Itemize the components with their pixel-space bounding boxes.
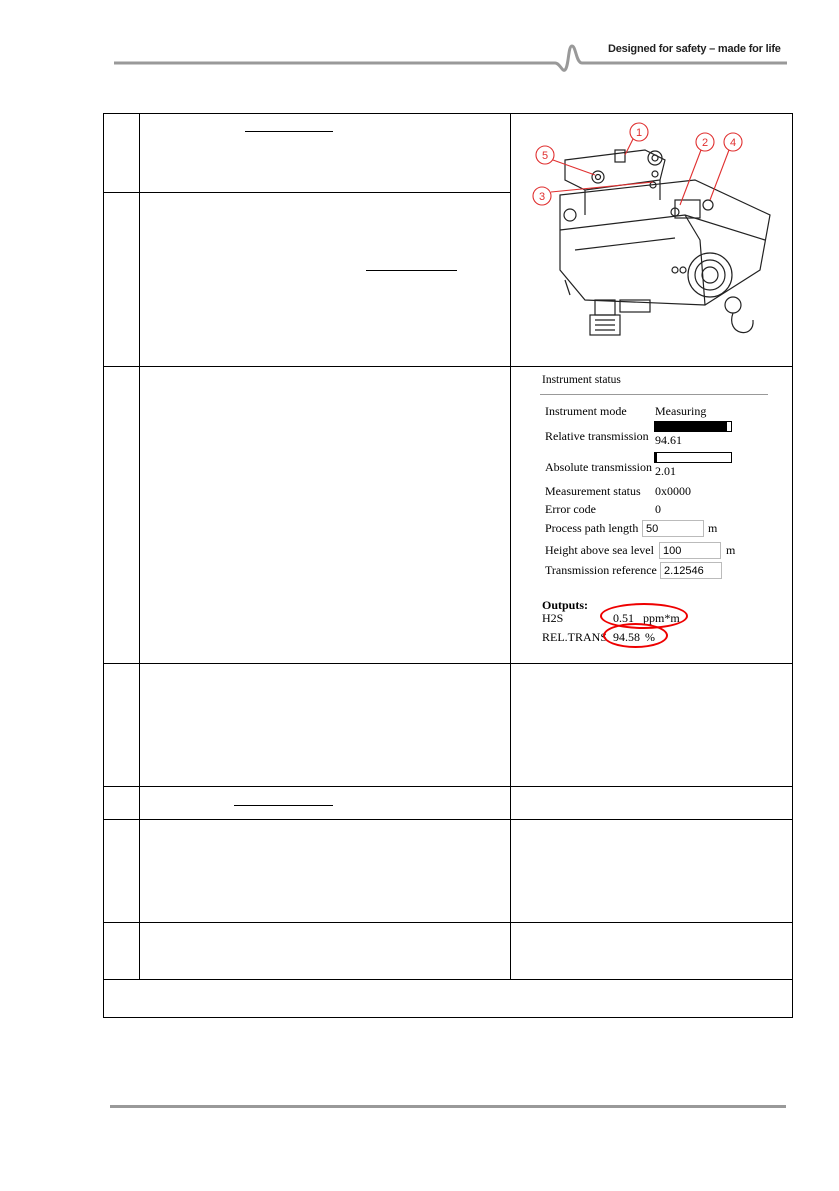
table-row-divider bbox=[103, 979, 793, 980]
absolute-transmission-label: Absolute transmission bbox=[545, 460, 652, 474]
relative-transmission-bar bbox=[654, 421, 732, 432]
footer-rule bbox=[110, 1105, 786, 1108]
table-row-divider bbox=[103, 922, 793, 923]
process-path-length-input[interactable] bbox=[642, 520, 704, 537]
measurement-status-value: 0x0000 bbox=[655, 484, 691, 498]
output-name-h2s: H2S bbox=[542, 611, 564, 625]
relative-transmission-fill bbox=[655, 422, 727, 431]
text-underline bbox=[245, 131, 333, 132]
callout-label: 4 bbox=[729, 137, 737, 149]
measurement-status-label: Measurement status bbox=[545, 484, 641, 498]
callout-label: 5 bbox=[541, 150, 549, 162]
relative-transmission-value: 94.61 bbox=[655, 433, 682, 447]
instrument-status-panel bbox=[536, 363, 770, 653]
instrument-mode-label: Instrument mode bbox=[545, 404, 627, 418]
highlight-oval-rel-trans bbox=[603, 623, 668, 648]
error-code-value: 0 bbox=[655, 502, 661, 516]
table-row-divider bbox=[103, 819, 793, 820]
absolute-transmission-fill bbox=[655, 453, 657, 462]
panel-separator bbox=[540, 394, 768, 395]
table-col-divider-2 bbox=[510, 113, 511, 980]
panel-title: Instrument status bbox=[542, 374, 621, 386]
absolute-transmission-value: 2.01 bbox=[655, 464, 676, 478]
instrument-mode-value: Measuring bbox=[655, 404, 707, 418]
height-above-sea-level-label: Height above sea level bbox=[545, 543, 654, 557]
header-rule bbox=[0, 0, 839, 110]
text-underline bbox=[366, 270, 457, 271]
output-unit-h2s: ppm*m bbox=[643, 611, 680, 625]
process-path-length-label: Process path length bbox=[545, 521, 639, 535]
transmission-reference-label: Transmission reference bbox=[545, 563, 657, 577]
table-col-divider-1 bbox=[139, 113, 140, 980]
output-name-rel-trans: REL.TRANS bbox=[542, 630, 608, 644]
height-above-sea-level-unit: m bbox=[726, 543, 736, 557]
callout-label: 3 bbox=[538, 191, 546, 203]
transmission-reference-input[interactable] bbox=[660, 562, 722, 579]
error-code-label: Error code bbox=[545, 502, 596, 516]
callout-label: 2 bbox=[701, 137, 709, 149]
header-tagline: Designed for safety – made for life bbox=[608, 43, 781, 55]
output-value-h2s: 0.51 bbox=[613, 611, 634, 625]
output-unit-rel-trans: % bbox=[645, 630, 655, 644]
absolute-transmission-bar bbox=[654, 452, 732, 463]
instrument-mounting-drawing bbox=[525, 120, 775, 358]
table-row-divider bbox=[103, 786, 793, 787]
process-path-length-unit: m bbox=[708, 521, 718, 535]
table-row-divider bbox=[103, 663, 793, 664]
text-underline bbox=[234, 805, 333, 806]
height-above-sea-level-input[interactable] bbox=[659, 542, 721, 559]
relative-transmission-label: Relative transmission bbox=[545, 429, 649, 443]
table-row-divider bbox=[103, 192, 511, 193]
outputs-heading: Outputs: bbox=[542, 598, 589, 612]
output-value-rel-trans: 94.58 bbox=[613, 630, 640, 644]
callout-label: 1 bbox=[635, 127, 643, 139]
